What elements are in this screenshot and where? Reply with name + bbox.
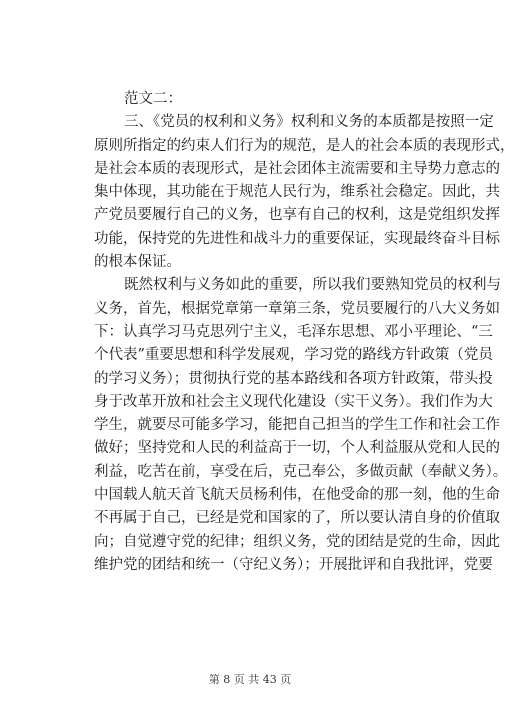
- text-line: 原则所指定的约束人们行为的规范，是人的社会本质的表现形式，: [94, 137, 515, 154]
- text-line: 的学习义务）；贯彻执行党的基本路线和各项方针政策，带头投: [94, 370, 493, 387]
- text-line: 范文二：: [124, 91, 182, 107]
- text-line: 维护党的团结和统一（守纪义务）；开展批评和自我批评，党要: [94, 556, 493, 573]
- text-line: 下：认真学习马克思列宁主义，毛泽东思想、邓小平理论、“三: [94, 323, 493, 340]
- text-line: 利益，吃苦在前，享受在后，克己奉公，多做贡献（奉献义务）。: [94, 463, 508, 480]
- text-line: 功能，保持党的先进性和战斗力的重要保证，实现最终奋斗目标: [94, 230, 500, 247]
- text-line: 产党员要履行自己的义务，也享有自己的权利，这是党组织发挥: [94, 207, 500, 224]
- text-line: 个代表”重要思想和科学发展观，学习党的路线方针政策（党员: [94, 347, 493, 364]
- text-line: 义务，首先，根据党章第一章第三条，党员要履行的八大义务如: [94, 300, 500, 317]
- text-line: 三、《党员的权利和义务》权利和义务的本质都是按照一定: [124, 114, 494, 131]
- text-line: 向；自觉遵守党的纪律；组织义务，党的团结是党的生命，因此: [94, 533, 500, 550]
- text-line: 学生，就要尽可能多学习，能把自己担当的学生工作和社会工作: [94, 417, 500, 434]
- text-line: 做好；坚持党和人民的利益高于一切，个人利益服从党和人民的: [94, 440, 500, 457]
- page-footer: 第 8 页 共 43 页: [208, 673, 292, 686]
- text-line: 的根本保证。: [94, 254, 181, 271]
- text-line: 身于改革开放和社会主义现代化建设（实干义务）。我们作为大: [94, 393, 493, 410]
- text-line: 集中体现，其功能在于规范人民行为，维系社会稳定。因此，共: [94, 184, 500, 201]
- text-line: 是社会本质的表现形式，是社会团体主流需要和主导势力意志的: [94, 160, 500, 177]
- body-text: [94, 88, 515, 577]
- text-line: 不再属于自己，已经是党和国家的了，所以要认清自身的价值取: [94, 510, 500, 527]
- text-line: 中国载人航天首飞航天员杨利伟，在他受命的那一刻，他的生命: [94, 487, 500, 504]
- text-line: 既然权利与义务如此的重要，所以我们要熟知党员的权利与: [124, 277, 501, 294]
